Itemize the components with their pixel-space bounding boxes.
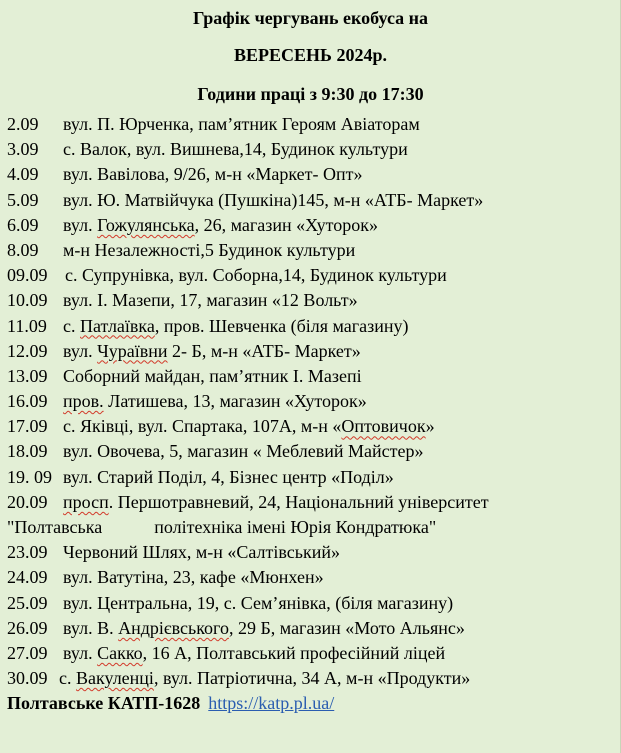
row-location-flagged: Оптовичок xyxy=(341,416,426,437)
row-location: вул. Центральна, 19, с. Сем’янівка, (біля магазину) xyxy=(63,592,454,613)
row-location-flagged: Вакуленці xyxy=(76,668,154,689)
schedule-row xyxy=(7,112,617,137)
schedule-row xyxy=(7,188,617,213)
row-location: м-н Незалежності,5 Будинок культури xyxy=(63,239,356,260)
row-date: 13.09 xyxy=(7,365,48,386)
row-date: 25.09 xyxy=(7,592,48,613)
row-location-flagged: Гожулянська xyxy=(97,214,195,235)
row-location: Соборний майдан, пам’ятник І. Мазепі xyxy=(63,365,362,386)
row-date: 8.09 xyxy=(7,239,39,260)
row-location-post: » xyxy=(425,416,435,437)
schedule-row xyxy=(7,339,617,364)
row-location: вул. Ю. Матвійчука (Пушкіна)145, м-н «АТБ- Маркет» xyxy=(63,189,484,210)
row-location-pre: с. xyxy=(63,315,80,336)
row-location-pre: вул. xyxy=(63,642,98,663)
row-date: 3.09 xyxy=(7,139,39,160)
row-location-flagged: Сакко xyxy=(97,642,143,663)
working-hours: Години праці з 9:30 до 17:30 xyxy=(197,84,424,104)
row-date: 20.09 xyxy=(7,491,48,512)
row-date: 26.09 xyxy=(7,617,48,638)
row-date: 18.09 xyxy=(7,441,48,462)
schedule-row xyxy=(7,314,617,339)
schedule-row xyxy=(7,591,617,616)
website-link[interactable]: https://katp.pl.ua/ xyxy=(208,693,335,714)
schedule-row xyxy=(7,641,617,666)
row-date: 12.09 xyxy=(7,340,48,361)
footer xyxy=(7,691,617,716)
row-location-pre: вул. В. xyxy=(63,617,119,638)
row-location-flagged: Патлаївка xyxy=(80,315,155,336)
row-date: 09.09 xyxy=(7,265,48,286)
row-location-post: 2- Б, м-н «АТБ- Маркет» xyxy=(167,340,361,361)
row-location-pre: с. Яківці, вул. Спартака, 107А, м-н « xyxy=(63,416,342,437)
row-location: Червоний Шлях, м-н «Салтівський» xyxy=(63,542,341,563)
row-date: 23.09 xyxy=(7,542,48,563)
row-date: 24.09 xyxy=(7,567,48,588)
schedule-row xyxy=(7,666,617,691)
row-date: 27.09 xyxy=(7,642,48,663)
row-location-post: , пров. Шевченка (біля магазину) xyxy=(154,315,409,336)
schedule-row xyxy=(7,465,617,490)
schedule-row xyxy=(7,288,617,313)
row-location-post: , 29 Б, магазин «Мото Альянс» xyxy=(228,617,465,638)
schedule-row xyxy=(7,238,617,263)
schedule-row xyxy=(7,137,617,162)
organization-name: Полтавське КАТП-1628 xyxy=(7,693,201,714)
row-location: с. Валок, вул. Вишнева,14, Будинок культури xyxy=(63,139,408,160)
schedule-row xyxy=(7,565,617,590)
row-date: 6.09 xyxy=(7,214,39,235)
row-location-post: , 26, магазин «Хуторок» xyxy=(194,214,378,235)
row-location: вул. П. Юрченка, пам’ятник Героям Авіаторам xyxy=(63,114,420,134)
schedule-row xyxy=(7,364,617,389)
row-location-post: Латишева, 13, магазин «Хуторок» xyxy=(103,391,367,412)
row-location-flagged: пров. xyxy=(63,391,104,412)
row-location-pre: с. xyxy=(59,668,76,689)
row-location: вул. Старий Поділ, 4, Бізнес центр «Поділ» xyxy=(63,466,394,487)
schedule-title: Графік чергувань екобуса на xyxy=(192,8,429,28)
row-location-flagged: Чураївни xyxy=(97,340,168,361)
row-date: 30.09 xyxy=(7,668,48,689)
row-location-post: . Першотравневий, 24, Національний університет xyxy=(108,491,489,512)
row-location-flagged: просп xyxy=(63,491,109,512)
schedule-row-continuation xyxy=(7,515,617,540)
row-location: вул. Ватутіна, 23, кафе «Мюнхен» xyxy=(63,567,324,588)
row-location: вул. Вавілова, 9/26, м-н «Маркет- Опт» xyxy=(63,164,363,185)
row-location: с. Супрунівка, вул. Соборна,14, Будинок культури xyxy=(65,265,447,286)
row-continuation-b: політехніка імені Юрія Кондратюка" xyxy=(154,517,437,537)
schedule-row xyxy=(7,263,617,288)
row-continuation-a: "Полтавська xyxy=(7,517,103,537)
row-date: 5.09 xyxy=(7,189,39,210)
schedule-row xyxy=(7,389,617,414)
row-location-pre: вул. xyxy=(63,340,98,361)
row-location: вул. І. Мазепи, 17, магазин «12 Вольт» xyxy=(63,290,358,311)
schedule-list xyxy=(7,112,617,717)
row-location-post: , 16 А, Полтавський професійний ліцей xyxy=(142,642,446,663)
schedule-month: ВЕРЕСЕНЬ 2024р. xyxy=(234,45,387,65)
row-date: 17.09 xyxy=(7,416,48,437)
row-date: 2.09 xyxy=(7,114,39,134)
row-date: 19. 09 xyxy=(7,466,52,487)
row-date: 4.09 xyxy=(7,164,39,185)
schedule-row xyxy=(7,439,617,464)
schedule-row xyxy=(7,616,617,641)
row-location-post: , вул. Патріотична, 34 А, м-н «Продукти» xyxy=(153,668,471,689)
row-location-pre: вул. xyxy=(63,214,98,235)
row-location-flagged: Андрієвського xyxy=(118,617,229,638)
schedule-row xyxy=(7,162,617,187)
row-date: 10.09 xyxy=(7,290,48,311)
schedule-row xyxy=(7,414,617,439)
row-date: 11.09 xyxy=(7,315,47,336)
schedule-row xyxy=(7,213,617,238)
row-location: вул. Овочева, 5, магазин « Меблевий Майстер» xyxy=(63,441,424,462)
schedule-row xyxy=(7,490,617,515)
schedule-row xyxy=(7,540,617,565)
row-date: 16.09 xyxy=(7,391,48,412)
